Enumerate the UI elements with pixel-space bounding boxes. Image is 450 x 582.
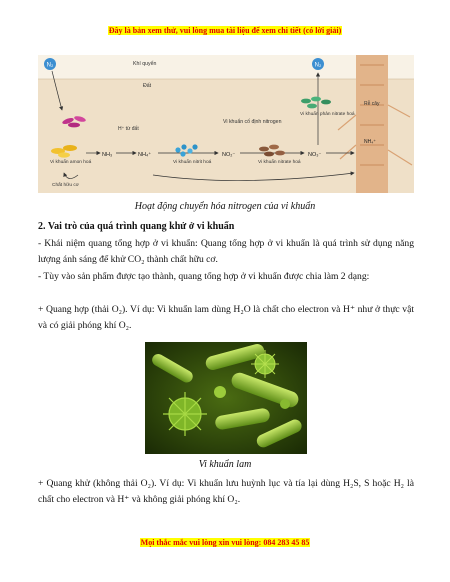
root-label: Rễ cây <box>364 101 380 107</box>
paragraph-definition: - Khái niệm quang tổng hợp ở vi khuẩn: Quang tổng hợp ở vi khuẩn là quá trình sử dụng năng lượng ánh sáng để khử CO₂ thành chất hữu cơ. <box>38 238 414 265</box>
nitrate-bacteria-label: Vi khuẩn nitrate hoá <box>258 160 301 165</box>
soil-label: Đất <box>143 83 152 89</box>
preview-banner-text: Đây là bản xem thử, vui lòng mua tài liệu để xem chi tiết (có lời giải) <box>108 26 342 35</box>
figure-caption-nitrogen: Hoạt động chuyển hóa nitrogen của vi khuẩn <box>134 201 316 212</box>
paragraph-photosynthesis: + Quang hợp (thải O₂). Ví dụ: Vi khuẩn lam dùng H₂O là chất cho electron và H⁺ như ở thực vật và có giải phóng khí O₂. <box>38 304 414 331</box>
nh4-label: NH₄⁺ <box>138 152 152 158</box>
nitrogen-cycle-diagram <box>38 55 414 193</box>
ammonifying-bacteria-label: Vi khuẩn amon hoá <box>50 160 92 165</box>
n2-right-marker <box>312 58 324 70</box>
contact-banner-text: Mọi thắc mắc vui lòng xin vui lòng: 084 283 45 85 <box>140 538 310 547</box>
n2-right-label: N₂ <box>314 62 322 69</box>
denitrifying-bacteria-label: Vi khuẩn phản nitrate hoá <box>300 112 355 117</box>
nh4-root-label: NH₄⁺ <box>364 139 376 145</box>
nitrite-bacteria-label: Vi khuẩn nitrit hoá <box>173 160 212 165</box>
figure-caption-cyanobacteria: Vi khuẩn lam <box>198 459 252 470</box>
n2-left-label: N₂ <box>46 62 54 69</box>
section-heading: 2. Vai trò của quá trình quang khử ở vi khuẩn <box>38 221 235 232</box>
paragraph-classification: - Tùy vào sản phẩm được tạo thành, quang tổng hợp ở vi khuẩn được chia làm 2 dạng: <box>38 271 370 282</box>
no3-label: NO₃⁻ <box>308 152 322 158</box>
preview-banner <box>0 26 450 35</box>
cyanobacteria-image <box>145 342 307 454</box>
n2-left-marker <box>44 58 56 70</box>
contact-banner <box>0 538 450 547</box>
paragraph-photoreduction: + Quang khử (không thải O₂). Ví dụ: Vi khuẩn lưu huỳnh lục và tía lại dùng H₂S, S hoặc H₂ là chất cho electron và H⁺ và không giải phóng khí O₂. <box>38 478 414 505</box>
organic-matter-label: Chất hữu cơ <box>52 183 79 188</box>
atmosphere-label: Khí quyển <box>133 61 157 67</box>
nh3-label: NH₃ <box>102 152 113 158</box>
no2-label: NO₂⁻ <box>222 152 236 158</box>
h-soil-label: H⁺ từ đất <box>118 126 139 132</box>
fixing-bacteria-label: Vi khuẩn cố định nitrogen <box>223 119 282 125</box>
